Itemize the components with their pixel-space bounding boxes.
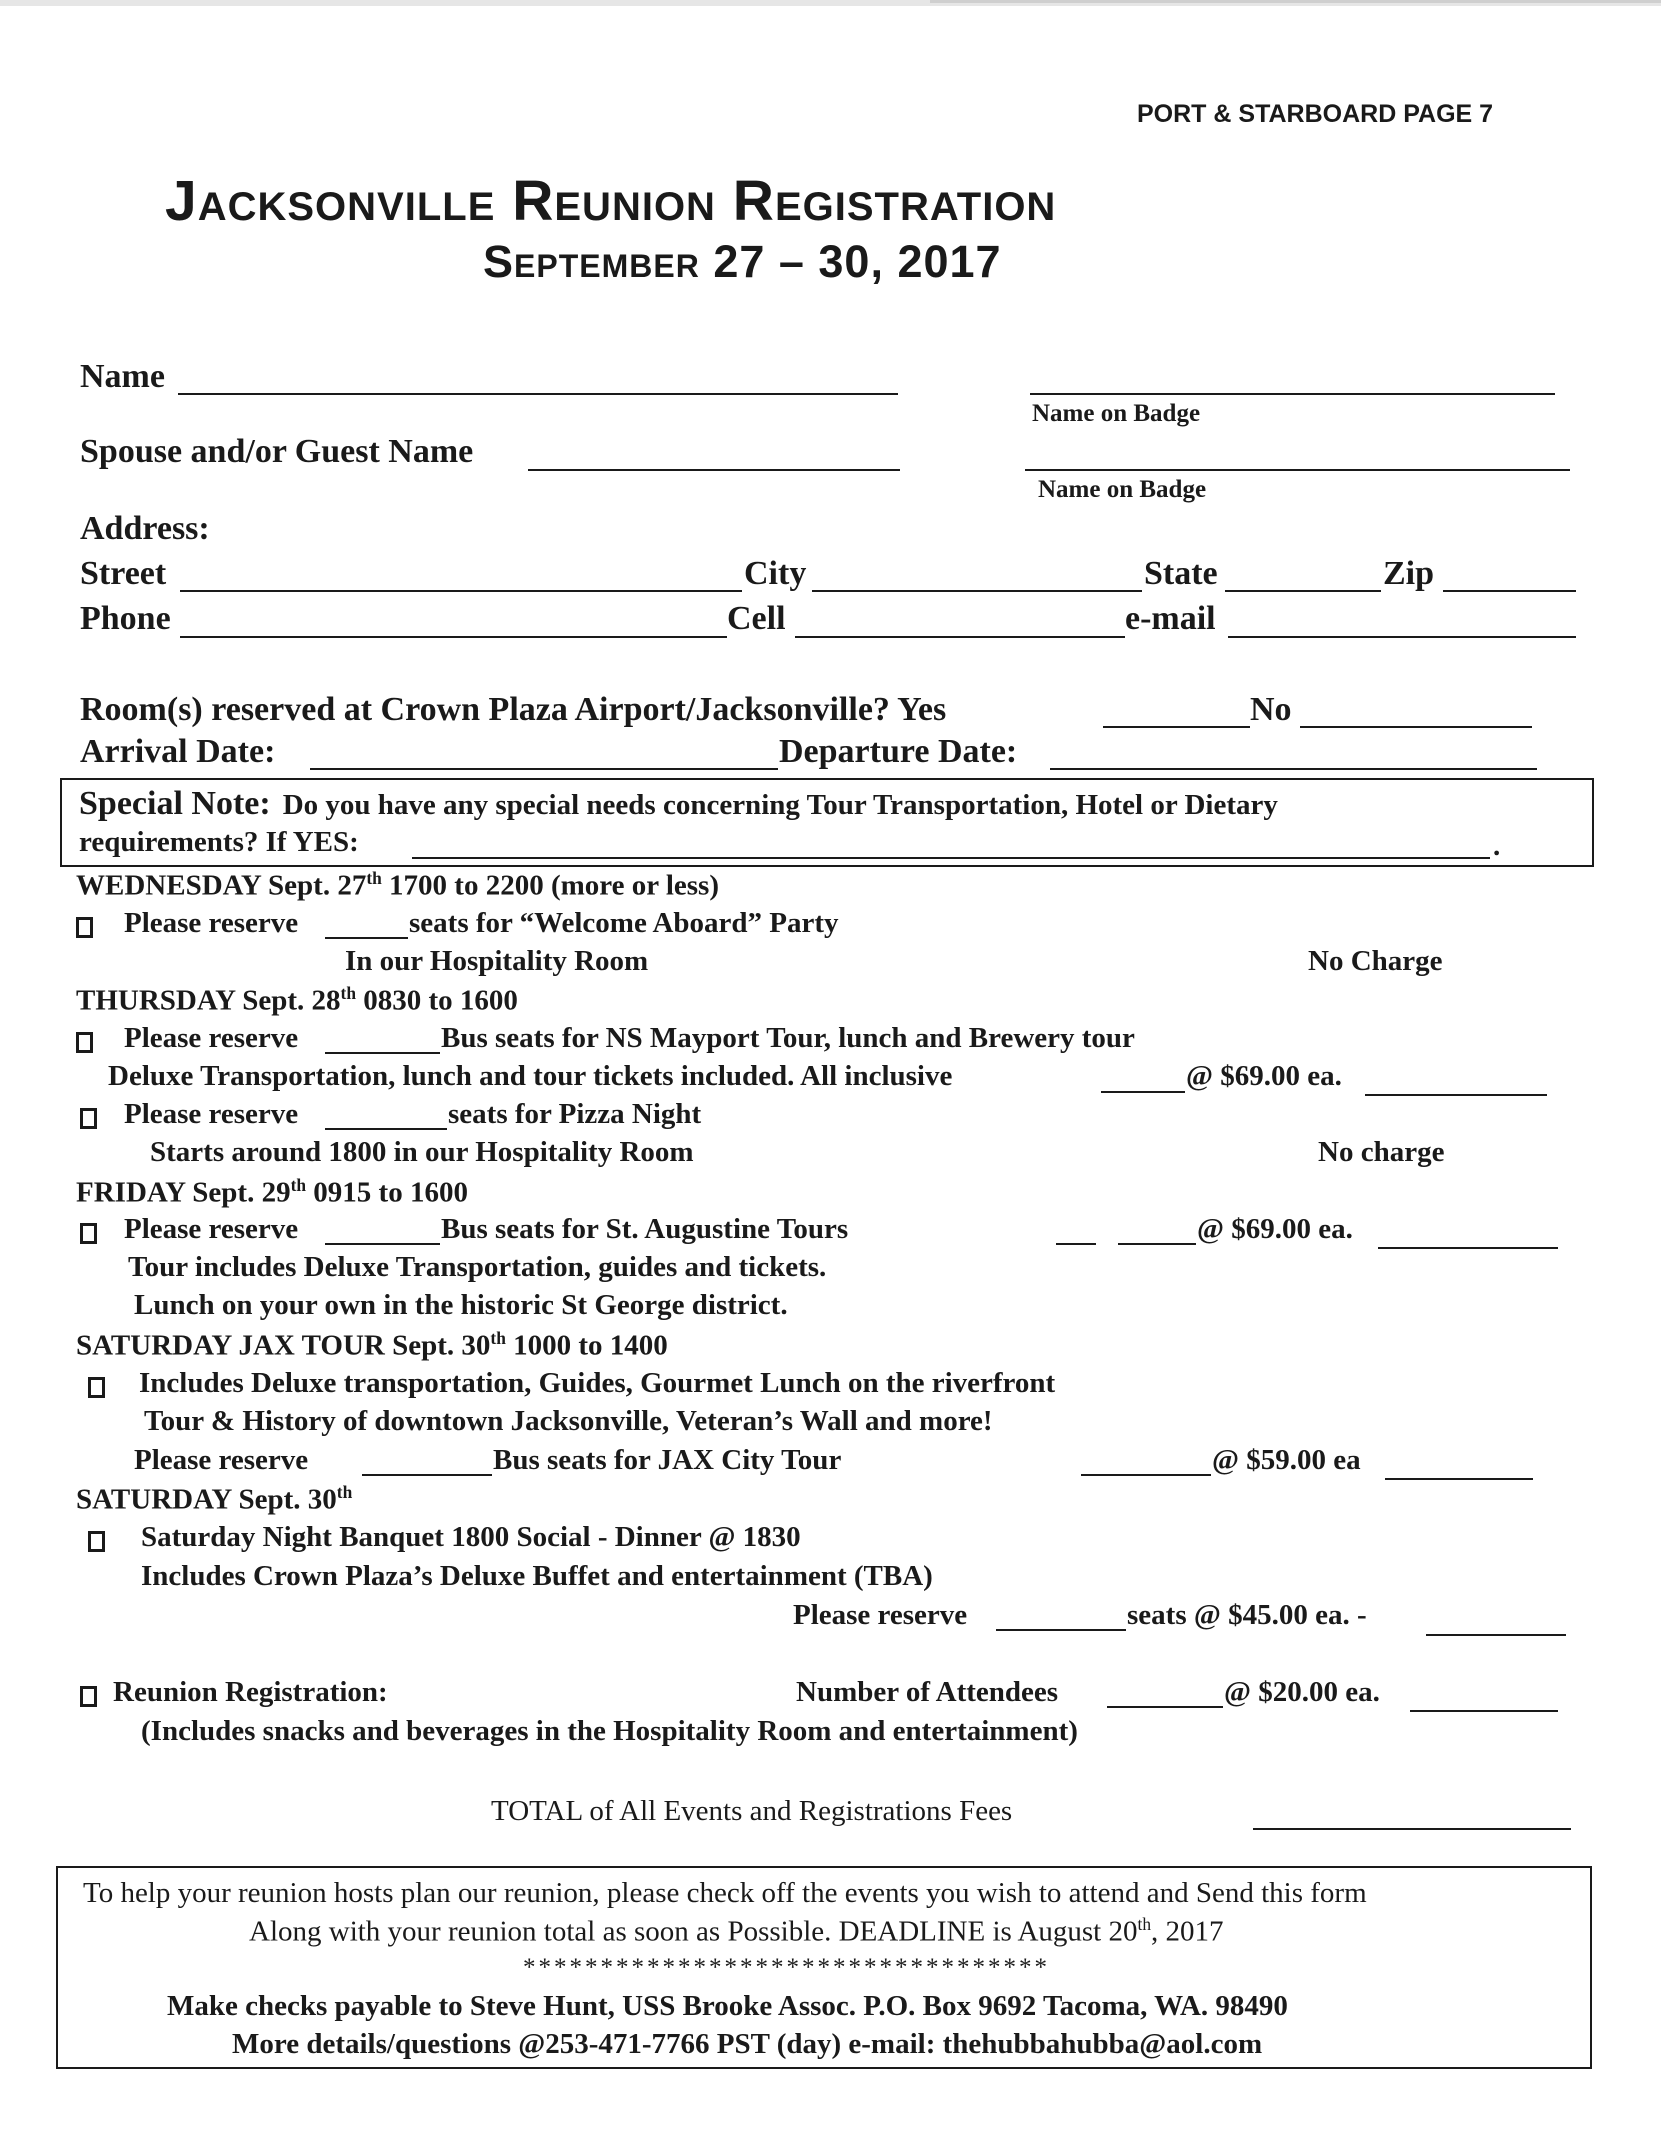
- instructions-line2: [249, 1914, 1224, 1949]
- spouse-badge-field[interactable]: [1025, 469, 1570, 471]
- jax-amount-field[interactable]: [1385, 1478, 1533, 1480]
- instructions-line2-year: , 2017: [1151, 1915, 1224, 1948]
- arrival-label: Arrival Date:: [80, 733, 276, 770]
- banquet-includes: Includes Crown Plaza’s Deluxe Buffet and entertainment (TBA): [141, 1560, 933, 1592]
- spouse-field[interactable]: [528, 469, 900, 471]
- jax-tour-checkbox[interactable]: [88, 1377, 105, 1398]
- wednesday-time: 1700 to 2200 (more or less): [381, 869, 719, 902]
- scan-top-edge-shadow: [930, 0, 1661, 3]
- st-augustine-seats-field[interactable]: [325, 1243, 440, 1245]
- thursday-time: 0830 to 1600: [356, 984, 518, 1017]
- mayport-qty-field[interactable]: [1101, 1091, 1185, 1093]
- st-augustine-label: Bus seats for St. Augustine Tours: [441, 1213, 849, 1245]
- mayport-price: @ $69.00 ea.: [1186, 1060, 1342, 1092]
- banquet-price: seats @ $45.00 ea. -: [1127, 1599, 1367, 1631]
- pizza-details: Starts around 1800 in our Hospitality Room: [150, 1136, 694, 1168]
- attendees-field[interactable]: [1107, 1706, 1223, 1708]
- st-augustine-includes: Tour includes Deluxe Transportation, guides and tickets.: [128, 1251, 827, 1283]
- pizza-night-label: seats for Pizza Night: [448, 1098, 702, 1130]
- thursday-day: THURSDAY Sept. 28: [76, 984, 341, 1017]
- welcome-party-checkbox[interactable]: [76, 917, 93, 938]
- saturday-jax-time: 1000 to 1400: [505, 1329, 668, 1362]
- badge-name-field[interactable]: [1030, 393, 1555, 395]
- st-augustine-reserve-label: Please reserve: [124, 1213, 299, 1245]
- friday-heading: [76, 1175, 468, 1210]
- friday-day: FRIDAY Sept. 29: [76, 1176, 291, 1209]
- welcome-seats-field[interactable]: [325, 937, 408, 939]
- arrival-field[interactable]: [310, 768, 778, 770]
- name-label: Name: [80, 358, 165, 395]
- room-no-label: No: [1250, 691, 1292, 728]
- attendees-label: Number of Attendees: [796, 1676, 1059, 1708]
- mayport-tour-checkbox[interactable]: [76, 1032, 93, 1053]
- st-augustine-qty-field-b[interactable]: [1118, 1243, 1196, 1245]
- jax-qty-field[interactable]: [1081, 1474, 1211, 1476]
- address-label: Address:: [80, 510, 210, 547]
- banquet-title: Saturday Night Banquet 1800 Social - Dinner @ 1830: [141, 1521, 801, 1553]
- special-note-heading: Special Note:: [79, 785, 271, 822]
- banquet-reserve-label: Please reserve: [793, 1599, 968, 1631]
- cell-label: Cell: [727, 600, 786, 637]
- page-title: Jacksonville Reunion Registration: [165, 169, 1057, 233]
- banquet-amount-field[interactable]: [1426, 1634, 1566, 1636]
- pizza-reserve-label: Please reserve: [124, 1098, 299, 1130]
- badge-label: Name on Badge: [1032, 400, 1201, 427]
- spouse-label: Spouse and/or Guest Name: [80, 433, 474, 470]
- phone-label: Phone: [80, 600, 171, 637]
- pizza-seats-field[interactable]: [325, 1128, 447, 1130]
- city-field[interactable]: [812, 590, 1142, 592]
- instructions-line2-sup: th: [1137, 1914, 1152, 1934]
- total-label: TOTAL of All Events and Registrations Fees: [491, 1795, 1013, 1827]
- friday-sup: th: [290, 1175, 307, 1195]
- street-label: Street: [80, 555, 167, 592]
- banquet-seats-field[interactable]: [996, 1629, 1126, 1631]
- room-label: Room(s) reserved at Crown Plaza Airport/Jacksonville? Yes: [80, 691, 947, 728]
- st-augustine-amount-field[interactable]: [1378, 1247, 1558, 1249]
- thursday-heading: [76, 983, 518, 1018]
- jax-reserve-label: Please reserve: [134, 1444, 309, 1476]
- state-label: State: [1144, 555, 1218, 592]
- registration-includes: (Includes snacks and beverages in the Hospitality Room and entertainment): [141, 1715, 1078, 1747]
- jax-tour-label: Bus seats for JAX City Tour: [493, 1444, 842, 1476]
- departure-field[interactable]: [1050, 768, 1537, 770]
- state-field[interactable]: [1225, 590, 1381, 592]
- special-note-text1: Do you have any special needs concerning Tour Transportation, Hotel or Dietary: [282, 789, 1278, 821]
- registration-amount-field[interactable]: [1410, 1710, 1558, 1712]
- wednesday-day: WEDNESDAY Sept. 27: [76, 869, 367, 902]
- phone-field[interactable]: [180, 636, 727, 638]
- room-yes-field[interactable]: [1103, 726, 1250, 728]
- event-dates: September 27 – 30, 2017: [483, 236, 1002, 287]
- street-field[interactable]: [180, 590, 742, 592]
- st-augustine-qty-field-a[interactable]: [1056, 1243, 1096, 1245]
- room-no-field[interactable]: [1300, 726, 1532, 728]
- thursday-sup: th: [340, 983, 357, 1003]
- st-augustine-checkbox[interactable]: [80, 1223, 97, 1244]
- st-augustine-lunch: Lunch on your own in the historic St George district.: [134, 1289, 788, 1321]
- wednesday-sup: th: [366, 868, 382, 888]
- special-note-period: .: [1493, 830, 1501, 862]
- saturday-jax-day: SATURDAY JAX TOUR Sept. 30: [76, 1329, 491, 1362]
- jax-tour-includes: Includes Deluxe transportation, Guides, Gourmet Lunch on the riverfront: [139, 1367, 1056, 1399]
- contact-details: More details/questions @253-471-7766 PST (day) e-mail: thehubbahubba@aol.com: [232, 2028, 1263, 2060]
- cell-field[interactable]: [795, 636, 1125, 638]
- saturday-banquet-day: SATURDAY Sept. 30: [76, 1483, 337, 1516]
- departure-label: Departure Date:: [779, 733, 1018, 770]
- page-label: PORT & STARBOARD PAGE 7: [1137, 100, 1494, 128]
- stars-divider: **********************************: [523, 1954, 1050, 1981]
- mayport-amount-field[interactable]: [1365, 1094, 1547, 1096]
- welcome-location: In our Hospitality Room: [345, 945, 649, 977]
- banquet-checkbox[interactable]: [88, 1531, 105, 1552]
- pizza-price: No charge: [1318, 1136, 1445, 1168]
- special-note-text2: requirements? If YES:: [79, 826, 359, 858]
- special-note-line1: [79, 785, 1278, 823]
- jax-price: @ $59.00 ea: [1212, 1444, 1361, 1476]
- instructions-line2-main: Along with your reunion total as soon as Possible. DEADLINE is August 20: [249, 1915, 1138, 1948]
- email-label: e-mail: [1125, 600, 1216, 637]
- checks-payable: Make checks payable to Steve Hunt, USS Brooke Assoc. P.O. Box 9692 Tacoma, WA. 98490: [167, 1990, 1288, 2022]
- saturday-banquet-sup: th: [336, 1482, 353, 1502]
- registration-price: @ $20.00 ea.: [1224, 1676, 1380, 1708]
- jax-tour-history: Tour & History of downtown Jacksonville, Veteran’s Wall and more!: [144, 1405, 993, 1437]
- st-augustine-price: @ $69.00 ea.: [1197, 1213, 1353, 1245]
- saturday-jax-heading: [76, 1328, 668, 1363]
- saturday-jax-sup: th: [490, 1328, 506, 1348]
- city-label: City: [744, 555, 807, 592]
- pizza-night-checkbox[interactable]: [80, 1108, 97, 1129]
- special-needs-field[interactable]: [412, 857, 1490, 859]
- mayport-seats-field[interactable]: [325, 1052, 440, 1054]
- jax-seats-field[interactable]: [362, 1474, 492, 1476]
- registration-label: Reunion Registration:: [113, 1676, 388, 1708]
- mayport-tour-label: Bus seats for NS Mayport Tour, lunch and Brewery tour: [441, 1022, 1135, 1054]
- zip-field[interactable]: [1443, 590, 1576, 592]
- welcome-reserve-label: Please reserve: [124, 907, 299, 939]
- saturday-banquet-heading: [76, 1482, 352, 1517]
- friday-time: 0915 to 1600: [306, 1176, 468, 1209]
- total-field[interactable]: [1253, 1828, 1571, 1830]
- email-field[interactable]: [1228, 636, 1576, 638]
- name-field[interactable]: [178, 393, 898, 395]
- mayport-reserve-label: Please reserve: [124, 1022, 299, 1054]
- welcome-party-label: seats for “Welcome Aboard” Party: [409, 907, 839, 939]
- welcome-price: No Charge: [1308, 945, 1443, 977]
- zip-label: Zip: [1383, 555, 1435, 592]
- mayport-includes: Deluxe Transportation, lunch and tour tickets included. All inclusive: [108, 1060, 953, 1092]
- instructions-line1: To help your reunion hosts plan our reunion, please check off the events you wish to attend and Send this form: [83, 1877, 1367, 1909]
- badge-label-2: Name on Badge: [1038, 476, 1207, 503]
- wednesday-heading: [76, 868, 719, 903]
- registration-checkbox[interactable]: [80, 1686, 97, 1707]
